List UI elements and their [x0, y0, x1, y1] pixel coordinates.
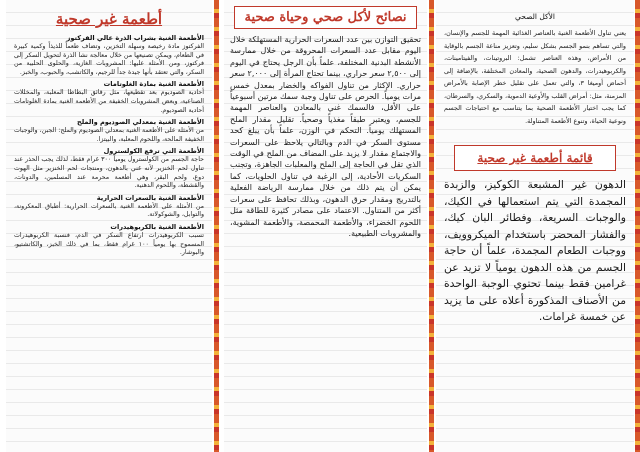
section-heading: الأطعمة الغنية بشراب الذرة عالي الفركتوز [66, 34, 204, 42]
left-panel [6, 0, 212, 452]
right-panel [436, 0, 634, 452]
right-panel-intro: يعني تناول الأطعمة الغنية بالعناصر الغذائية المهمة للجسم والإنسان، والتي تساهم بنمو الجسم بشكل سليم، وتعزيز مناعة الجسم بالوقاية من الأمراض، وهذه العناصر تشمل: البروتينات، والفيتامينات، والكربوهيدرات، والدهون الصحية، والمعادن المختلفة، بالإضافة إلى أحماض أوميغا ٣، والتي تعمل على تقليل خطر الإصابة بالأمراض المزمنة، مثل: أمراض القلب والأوعية الدموية، والسكري، والسرطان، كما يجب اختيار الأطعمة الصحية بما يتناسب مع احتياجات الجسم ونوعية الحياة، وتنوع الأطعمة المتناولة. [444, 29, 626, 125]
section-heading: الأطعمة التي ترفع الكولسترول [103, 147, 204, 156]
section-carbs [14, 223, 204, 258]
section-fructose [14, 34, 204, 77]
middle-panel-body: تحقيق التوازن بين عدد السعرات الحرارية المستهلكة خلال اليوم مقابل عدد السعرات المحروقة من خلال ممارسة الأنشطة البدنية المختلفة، علماً بأن الرجل يحتاج في اليوم إلى ٢,٥٠٠ سعر حراري، بينما تحتاج المرأة إلى ٢,٠٠٠ سعر حراري. الإكثار من تناول الفواكه والخضار بمعدل خمس مرات يومياً. الحرص على تناول وجبة سمك مرتين أسبوعياً على الأقل، فالسمك غني بالمعادن والعناصر المهمة للجسم، ويعتبر طبقاً مغذياً وصحياً. تقليل مقدار الملح المستهلك يومياً. التحكم في الوزن، علماً بأن يبلغ كحد مستوى السكر في الدم وبالتالي يلاحظ على السعرات والاجتماع مقدار لا يزيد على المضاف من الملح في الوقت الذي تقل في الحاجة إلى الملح والمعلبات الجاهزة، وتجنب السكريات الأحادية، إلى الرغبة في تناول الحلويات، كما يمكن أن يتم ذلك من خلال ممارسة الرياضة الفعلية بالتدريج ومقدار حرق الدهون، وبذلك تحافظ على سعرات أكثر من المتناول. الاعتماد على مصادر كثيرة للطاقة مثل اللحوم الخضراء، والأطعمة المحمصة، والأطعمة المشوية، والمشروبات الطبيعية. [230, 35, 421, 238]
section-body: أحادية الصوديوم بعد تقطيعها، مثل رقائق البطاطا المعلبة، والمخللات الصناعية، وبعض المشروبات الخفيفة من الأطعمة الغنية بمادة الغلوتامات أحادية الصوديوم. [14, 89, 204, 114]
section-body: الفركتوز مادة رخيصة وسهلة التخزين، وتضاف طعماً للذيذاً وكمية كبيرة في الطعام، ويمكن تصنيعها من خلال معالجة نشا الذرة لتحويل السكر إلى فركتوز، ومن الأمثلة عليها: المشروبات الغازية، والحلوى الحلبية من السكر، والتي تعتقد بأنها جيدة جداً للرجيم، والكاتشب، والحبوب، والخبز. [14, 43, 204, 76]
section-cholesterol [14, 147, 204, 190]
section-calories [14, 194, 204, 220]
decorative-stripe [635, 0, 640, 452]
middle-panel [224, 0, 427, 452]
section-body: من الأمثلة على الأطعمة الغنية بالسعرات الحرارية: أطباق المعكرونة، والتوابل، والشوكولاتة. [14, 202, 204, 219]
middle-panel-title: نصائح لأكل صحي وحياة صحية [234, 6, 417, 29]
left-panel-title: أطعمة غير صحية [55, 10, 163, 28]
section-heading: الأطعمة الغنية بمعدلي الصوديوم والملح [76, 118, 204, 127]
section-sodium [14, 118, 204, 144]
section-body: من الأمثلة على الأطعمة الغنية بمعدلي الصوديوم والملح: الجبن، والوجبات الخفيفة المالحة، واللحوم المعلبة، والبيتزا. [14, 127, 204, 143]
unhealthy-list-body: الدهون غير المشبعة الكوكيز، والزبدة المجمدة التي يتم استعمالها في الكيك، والوجبات السريعة، وفطائر البان كيك، والفشار المحضر باستخدام الميكروويف، ووجبات الطعام المجمدة، علماً أن حاجة الجسم من هذه الدهون يومياً لا تزيد عن غرامين فقط بينما تحتوي الوجبة الواحدة من الأصناف المذكورة أعلاه على ما يزيد عن خمسة غرامات. [444, 178, 626, 323]
section-glutamate [14, 80, 204, 115]
section-body: تسبب الكربوهيدرات ارتفاع السكر في الدم، فنسبة الكربوهيدرات المسموح بها يومياً ١٠٠ غرام فقط، بما في ذلك الخبز، والكاتشتيو، والبوشار. [14, 231, 204, 257]
unhealthy-list-title: قائمة أطعمة غير صحية [454, 145, 616, 171]
decorative-stripe [429, 0, 434, 452]
section-body: حاجة الجسم من الكولسترول يومياً ٣٠٠ غرام فقط، لذلك يجب الحذر عند تناول لحم الخنزير لأنه غني بالدهون، ومنتجات لحم الخنزير مثل الهوت دوغ، ولحم البقر، وهي أطعمة محرمة عند المسلمين، والدونات، والقشطة، واللحوم الدهنية. [14, 156, 204, 190]
section-heading: الأطعمة الغنية بالسعرات الحرارية [96, 193, 204, 202]
right-panel-heading: الأكل الصحي [515, 12, 555, 21]
decorative-stripe [214, 0, 219, 452]
section-heading: الأطعمة الغنية بمادة الغلوتامات [103, 80, 204, 89]
section-heading: الأطعمة الغنية بالكربوهيدرات [110, 222, 204, 231]
